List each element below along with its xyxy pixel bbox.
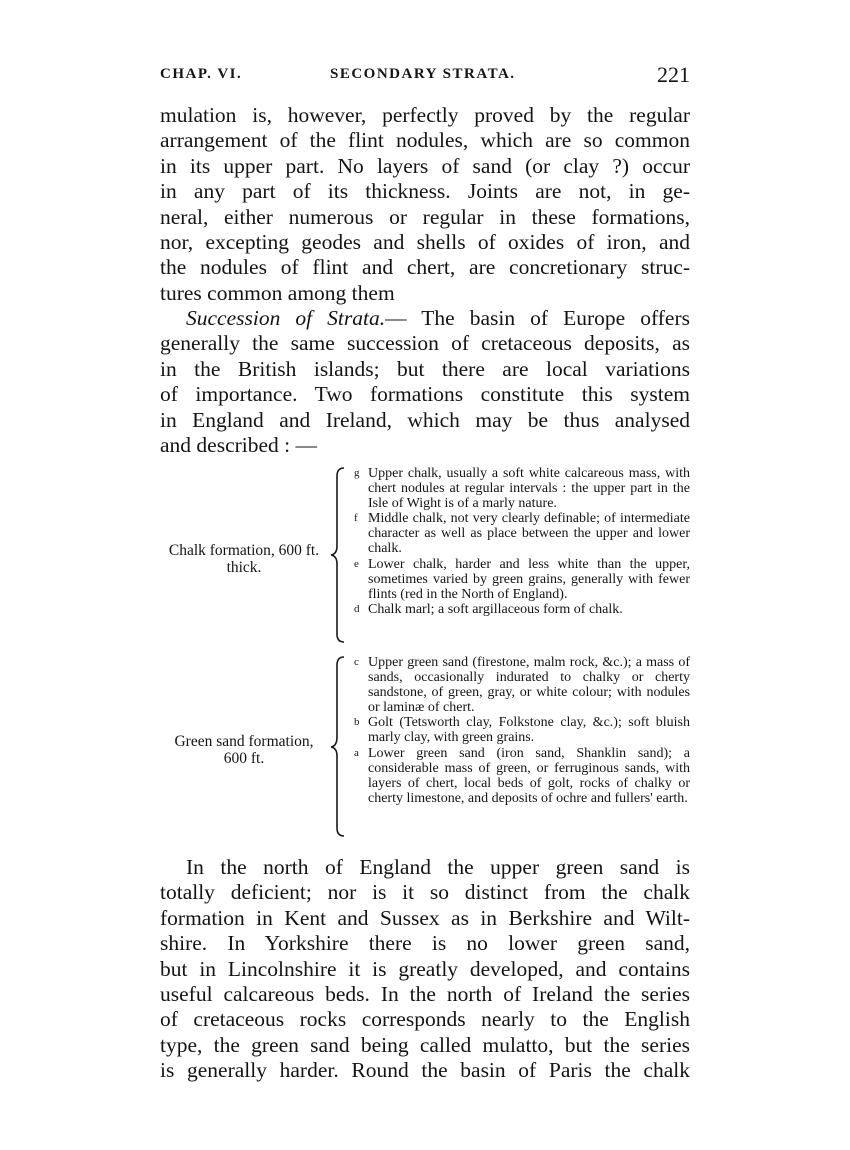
stratum-letter: a <box>354 746 359 759</box>
text-line: neral, either numerous or regular in these formations, <box>160 204 690 229</box>
text-line: generally the same succession of cretaceous deposits, as <box>160 331 690 356</box>
text-line: In the north of England the upper green sand is <box>186 855 690 879</box>
stratum-d <box>354 602 690 617</box>
text-line: formation in Kent and Sussex as in Berkshire and Wilt- <box>160 905 690 930</box>
chalk-formation-group <box>158 466 690 644</box>
stratum-letter: c <box>354 656 359 668</box>
text-line: in England and Ireland, which may be thus analysed <box>160 407 690 432</box>
strata-table <box>158 466 690 846</box>
lead-line-rest: — The basin of Europe offers <box>385 306 690 330</box>
text-line: nor, excepting geodes and shells of oxides of iron, and <box>160 229 690 254</box>
paragraph-lead-line <box>160 306 690 331</box>
label-line: thick. <box>226 559 262 576</box>
text-line: but in Lincolnshire it is greatly developed, and contains <box>160 956 690 981</box>
stratum-letter: g <box>354 467 360 479</box>
text-line: and described : — <box>160 432 318 457</box>
page-number: 221 <box>657 62 690 87</box>
text-line: of importance. Two formations constitute this system <box>160 382 690 407</box>
text-line: in the British islands; but there are local variations <box>160 356 690 381</box>
text-line: in any part of its thickness. Joints are not, in ge- <box>160 179 690 204</box>
stratum-b <box>354 715 690 745</box>
stratum-g <box>354 466 690 511</box>
stratum-letter: f <box>354 512 358 525</box>
label-line: Chalk formation, 600 ft. <box>168 542 320 559</box>
stratum-e <box>354 557 690 602</box>
running-title: SECONDARY STRATA. <box>330 66 516 82</box>
stratum-a <box>354 746 690 806</box>
stratum-c <box>354 655 690 715</box>
green-sand-strata-list <box>354 655 690 806</box>
stratum-description: Middle chalk, not very clearly definable; of intermediate character as well as place between the upper and lower chalk. <box>368 511 690 557</box>
label-line: 600 ft. <box>223 750 265 767</box>
text-line: in its upper part. No layers of sand (or clay ?) occur <box>160 153 690 178</box>
green-sand-formation-label <box>158 733 330 767</box>
stratum-description: Lower green sand (iron sand, Shanklin sand); a considerable mass of green, or ferruginous sands, with layers of chert, local beds of golt, rocks of chalky or cherty limestone, and deposits of ochre and fullers' earth. <box>368 745 690 806</box>
stratum-letter: d <box>354 602 360 615</box>
text-line: shire. In Yorkshire there is no lower green sand, <box>160 931 690 956</box>
text-line: the nodules of flint and chert, are concretionary struc- <box>160 255 690 280</box>
stratum-description: Golt (Tetsworth clay, Folkstone clay, &c.); soft bluish marly clay, with green grains. <box>368 715 690 746</box>
stratum-letter: e <box>354 557 359 570</box>
stratum-description: Chalk marl; a soft argillaceous form of chalk. <box>368 601 623 617</box>
stratum-description: Upper chalk, usually a soft white calcareous mass, with chert nodules at regular intervals : the upper part in the Isle of Wight is of a marly nature. <box>368 466 690 512</box>
paragraph-1 <box>160 103 690 306</box>
chalk-strata-list <box>354 466 690 617</box>
green-sand-formation-group <box>158 655 690 838</box>
left-brace-icon <box>330 655 346 838</box>
chapter-label: CHAP. VI. <box>160 66 243 82</box>
text-line: type, the green sand being called mulatto, but the series <box>160 1032 690 1057</box>
text-line: of cretaceous rocks corresponds nearly to the English <box>160 1007 690 1032</box>
text-line: arrangement of the flint nodules, which are so common <box>160 128 690 153</box>
paragraph-2 <box>160 306 690 458</box>
text-line: tures common among them <box>160 280 395 305</box>
stratum-letter: b <box>354 716 360 729</box>
text-line: is generally harder. Round the basin of Paris the chalk <box>160 1058 690 1083</box>
text-line: mulation is, however, perfectly proved by the regular <box>160 103 690 127</box>
paragraph-3 <box>160 855 690 1084</box>
section-heading-italic: Succession of Strata. <box>186 306 386 330</box>
left-brace-icon <box>330 466 346 644</box>
stratum-description: Lower chalk, harder and less white than the upper, sometimes varied by green grains, generally with fewer flints (red in the North of England). <box>368 556 690 602</box>
label-line: Green sand formation, <box>174 733 314 750</box>
text-line: totally deficient; nor is it so distinct from the chalk <box>160 880 690 905</box>
chalk-formation-label <box>158 542 330 576</box>
stratum-description: Upper green sand (firestone, malm rock, &c.); a mass of sands, occasionally indurated to chalky or cherty sandstone, of green, gray, or white colour; with nodules or laminæ of chert. <box>368 655 690 716</box>
text-line: useful calcareous beds. In the north of Ireland the series <box>160 981 690 1006</box>
running-header <box>160 62 690 88</box>
stratum-f <box>354 511 690 556</box>
